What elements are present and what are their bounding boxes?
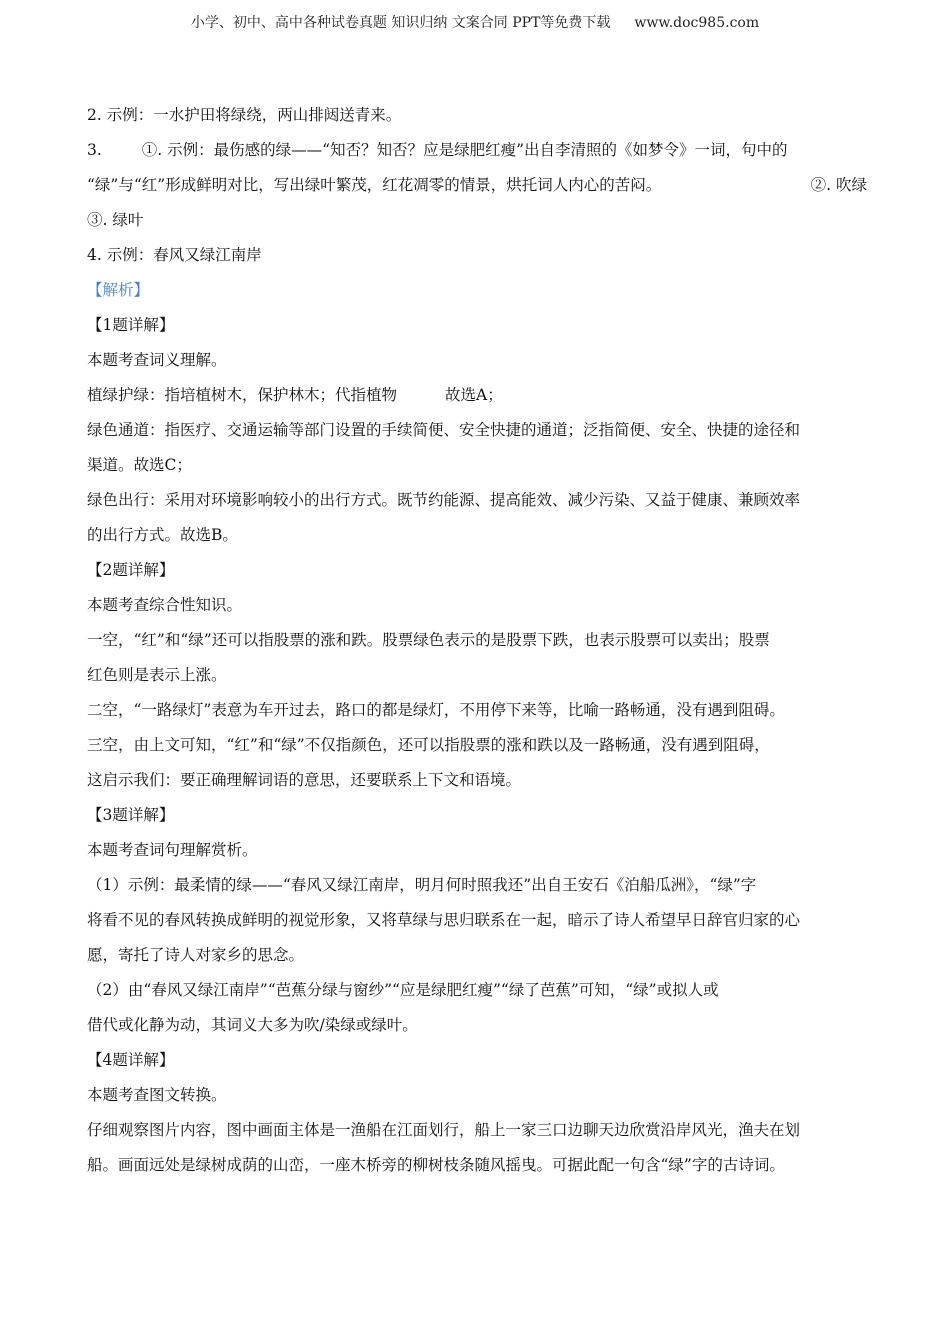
q3-line-2: （2）由“春风又绿江南岸”“芭蕉分绿与窗纱”“应是绿肥红瘦”“绿了芭蕉”可知，“绿”或拟人或: [87, 981, 719, 999]
header-url[interactable]: www.doc985.com: [634, 15, 760, 31]
q4-intro: 本题考查图文转换。: [87, 1086, 227, 1104]
q1-term-1: 植绿护绿：指培植树木，保护林木；代指植物: [87, 386, 398, 404]
q2-line-3: 三空，由上文可知，“红”和“绿”不仅指颜色，还可以指股票的涨和跌以及一路畅通，没有遇到阻碍，: [87, 736, 770, 754]
page-header: [0, 12, 950, 32]
q1-intro: 本题考查词义理解。: [87, 351, 227, 369]
q4-line-1: 仔细观察图片内容，图中画面主体是一渔船在江面划行，船上一家三口边聊天边欣赏沿岸风光，渔夫在划: [87, 1121, 801, 1139]
answer-4: 4. 示例：春风又绿江南岸: [87, 246, 262, 264]
answer-3-option-2: ②. 吹绿: [810, 176, 867, 194]
q1-line-3b: 的出行方式。故选B。: [87, 526, 238, 544]
q1-choice-1: 故选A；: [445, 386, 503, 404]
q1-line-1: [87, 378, 867, 413]
q3-title: 【3题详解】: [87, 806, 175, 824]
header-text: 小学、初中、高中各种试卷真题 知识归纳 文案合同 PPT等免费下载: [190, 15, 611, 31]
answer-2: 2. 示例：一水护田将绿绕，两山排闼送青来。: [87, 106, 402, 124]
q1-line-2b: 渠道。故选C；: [87, 456, 192, 474]
q4-line-1b: 船。画面远处是绿树成荫的山峦，一座木桥旁的柳树枝条随风摇曳。可据此配一句含“绿”字的古诗词。: [87, 1156, 785, 1174]
q4-title: 【4题详解】: [87, 1051, 175, 1069]
q3-line-1b: 将看不见的春风转换成鲜明的视觉形象，又将草绿与思归联系在一起，暗示了诗人希望早日辞官归家的心: [87, 911, 801, 929]
q1-line-2: 绿色通道：指医疗、交通运输等部门设置的手续简便、安全快捷的通道；泛指简便、安全、快捷的途径和: [87, 421, 801, 439]
q2-line-1b: 红色则是表示上涨。: [87, 666, 227, 684]
q2-line-2: 二空，“一路绿灯”表意为车开过去，路口的都是绿灯，不用停下来等，比喻一路畅通，没有遇到阻碍。: [87, 701, 785, 719]
q2-intro: 本题考查综合性知识。: [87, 596, 243, 614]
document-body: [87, 98, 867, 1183]
answer-3-line-1: [87, 133, 867, 168]
q3-line-1c: 愿，寄托了诗人对家乡的思念。: [87, 946, 305, 964]
q3-line-2b: 借代或化静为动，其词义大多为吹/染绿或绿叶。: [87, 1016, 418, 1034]
q2-line-3b: 这启示我们：要正确理解词语的意思，还要联系上下文和语境。: [87, 771, 522, 789]
analysis-label: 【解析】: [87, 281, 150, 299]
q3-intro: 本题考查词句理解赏析。: [87, 841, 258, 859]
q1-line-3: 绿色出行：采用对环境影响较小的出行方式。既节约能源、提高能效、减少污染、又益于健康、兼顾效率: [87, 491, 801, 509]
q1-title: 【1题详解】: [87, 316, 175, 334]
q3-line-1: （1）示例：最柔情的绿——“春风又绿江南岸，明月何时照我还”出自王安石《泊船瓜洲》，“绿”字: [87, 876, 757, 894]
answer-3-option-1: ①. 示例：最伤感的绿——“知否？知否？应是绿肥红瘦”出自李清照的《如梦令》一词，句中的: [141, 141, 788, 159]
q2-line-1: 一空，“红”和“绿”还可以指股票的涨和跌。股票绿色表示的是股票下跌，也表示股票可以卖出；股票: [87, 631, 770, 649]
answer-3-line-2: [87, 168, 867, 203]
answer-3-option-1-cont: “绿”与“红”形成鲜明对比，写出绿叶繁茂，红花凋零的情景，烘托词人内心的苦闷。: [87, 176, 662, 194]
answer-3-option-3: ③. 绿叶: [87, 211, 144, 229]
answer-3-number: 3.: [87, 141, 102, 159]
q2-title: 【2题详解】: [87, 561, 175, 579]
